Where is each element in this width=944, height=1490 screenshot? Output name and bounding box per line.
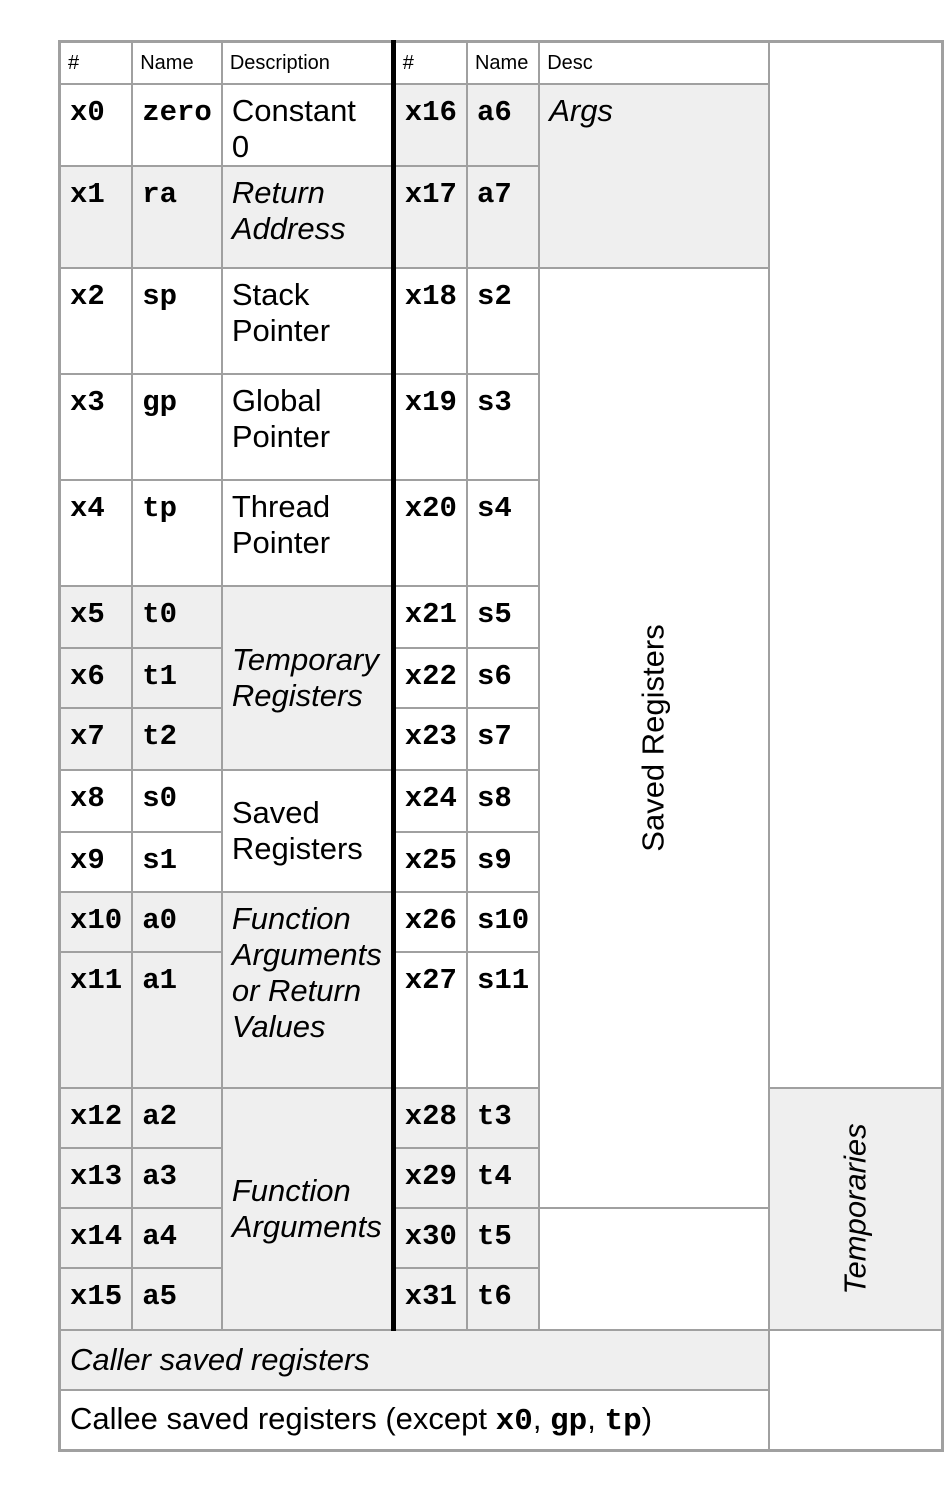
register-description: Thread Pointer xyxy=(222,480,393,586)
table-row xyxy=(60,832,943,892)
register-number: x28 xyxy=(393,1088,467,1148)
table-row xyxy=(60,770,943,832)
table-row xyxy=(60,892,943,952)
register-name: s4 xyxy=(467,480,539,586)
register-name: t0 xyxy=(132,586,222,648)
table-row xyxy=(60,648,943,708)
callee-saved-legend: Callee saved registers (except x0, gp, tp) xyxy=(60,1390,769,1451)
table-row xyxy=(60,708,943,770)
register-number: x29 xyxy=(393,1148,467,1208)
register-name: t5 xyxy=(467,1208,539,1268)
register-number: x21 xyxy=(393,586,467,648)
register-name: t1 xyxy=(132,648,222,708)
table-row xyxy=(60,1088,943,1148)
register-number: x8 xyxy=(60,770,133,832)
table-row xyxy=(60,84,943,166)
register-number: x14 xyxy=(60,1208,133,1268)
register-number: x17 xyxy=(393,166,467,268)
register-number: x15 xyxy=(60,1268,133,1330)
register-description: Return Address xyxy=(222,166,393,268)
register-table xyxy=(58,40,944,1452)
header-name: Name xyxy=(132,42,222,85)
register-description: Constant 0 xyxy=(222,84,393,166)
register-name: tp xyxy=(132,480,222,586)
register-name: a6 xyxy=(467,84,539,166)
register-description: Saved Registers xyxy=(222,770,393,892)
register-name: a0 xyxy=(132,892,222,952)
register-name: a5 xyxy=(132,1268,222,1330)
header-desc: Desc xyxy=(539,42,768,85)
temporaries-description: Temporaries xyxy=(769,1088,943,1330)
register-number: x18 xyxy=(393,268,467,374)
table-row xyxy=(60,952,943,1088)
register-name: zero xyxy=(132,84,222,166)
register-name: s10 xyxy=(467,892,539,952)
register-number: x5 xyxy=(60,586,133,648)
table-row xyxy=(60,268,943,374)
register-number: x4 xyxy=(60,480,133,586)
register-name: s5 xyxy=(467,586,539,648)
register-number: x30 xyxy=(393,1208,467,1268)
register-name: s7 xyxy=(467,708,539,770)
register-name: s0 xyxy=(132,770,222,832)
register-name: a3 xyxy=(132,1148,222,1208)
register-description: Global Pointer xyxy=(222,374,393,480)
register-name: a7 xyxy=(467,166,539,268)
register-name: s3 xyxy=(467,374,539,480)
caller-saved-legend: Caller saved registers xyxy=(60,1330,769,1390)
callee-saved-row xyxy=(60,1390,943,1451)
register-number: x12 xyxy=(60,1088,133,1148)
register-name: s9 xyxy=(467,832,539,892)
register-name: t2 xyxy=(132,708,222,770)
register-name: a4 xyxy=(132,1208,222,1268)
table-row xyxy=(60,374,943,480)
register-number: x25 xyxy=(393,832,467,892)
register-name: ra xyxy=(132,166,222,268)
args-description: Args xyxy=(539,84,768,268)
register-number: x24 xyxy=(393,770,467,832)
register-name: s6 xyxy=(467,648,539,708)
register-number: x10 xyxy=(60,892,133,952)
register-name: t3 xyxy=(467,1088,539,1148)
header-name: Name xyxy=(467,42,539,85)
header-description: Description xyxy=(222,42,393,85)
register-name: t4 xyxy=(467,1148,539,1208)
saved-registers-description: Saved Registers xyxy=(539,268,768,1208)
register-number: x16 xyxy=(393,84,467,166)
register-name: a1 xyxy=(132,952,222,1088)
register-description: Temporary Registers xyxy=(222,586,393,770)
register-number: x20 xyxy=(393,480,467,586)
caller-saved-row xyxy=(60,1330,943,1390)
register-description: Function Arguments xyxy=(222,1088,393,1330)
register-number: x3 xyxy=(60,374,133,480)
register-number: x1 xyxy=(60,166,133,268)
register-description: Stack Pointer xyxy=(222,268,393,374)
register-name: a2 xyxy=(132,1088,222,1148)
register-number: x7 xyxy=(60,708,133,770)
register-number: x9 xyxy=(60,832,133,892)
register-name: s1 xyxy=(132,832,222,892)
register-number: x27 xyxy=(393,952,467,1088)
register-number: x31 xyxy=(393,1268,467,1330)
register-number: x2 xyxy=(60,268,133,374)
register-description: Function Arguments or Return Values xyxy=(222,892,393,1088)
register-name: s2 xyxy=(467,268,539,374)
table-row xyxy=(60,480,943,586)
register-number: x23 xyxy=(393,708,467,770)
header-num: # xyxy=(60,42,133,85)
register-number: x13 xyxy=(60,1148,133,1208)
register-name: gp xyxy=(132,374,222,480)
register-number: x26 xyxy=(393,892,467,952)
table-row xyxy=(60,166,943,268)
register-number: x11 xyxy=(60,952,133,1088)
register-number: x22 xyxy=(393,648,467,708)
register-number: x19 xyxy=(393,374,467,480)
register-number: x0 xyxy=(60,84,133,166)
register-name: sp xyxy=(132,268,222,374)
register-name: s8 xyxy=(467,770,539,832)
register-name: t6 xyxy=(467,1268,539,1330)
table-row xyxy=(60,586,943,648)
header-num: # xyxy=(393,42,467,85)
header-row xyxy=(60,42,943,85)
register-name: s11 xyxy=(467,952,539,1088)
register-number: x6 xyxy=(60,648,133,708)
